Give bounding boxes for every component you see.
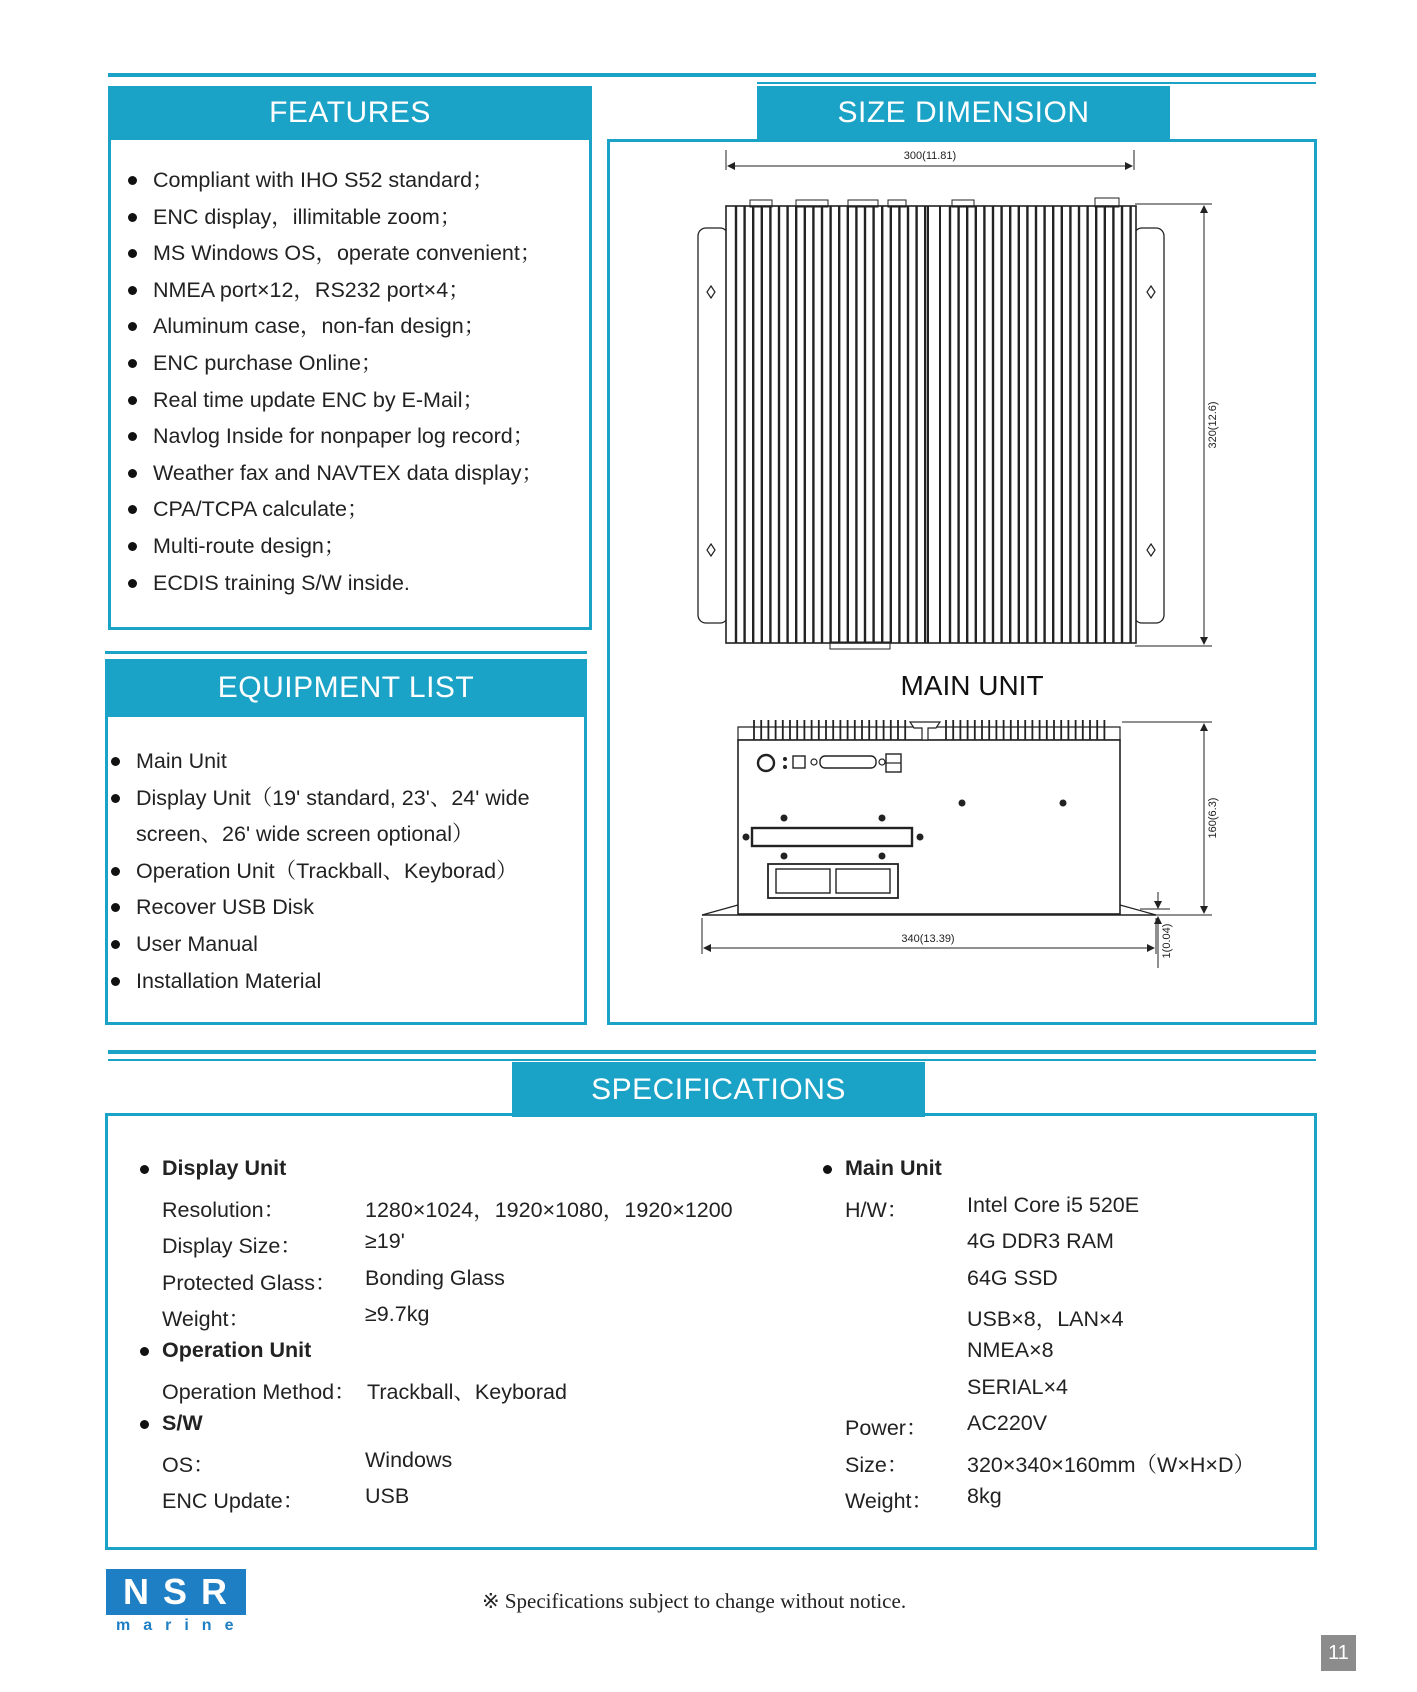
nsr-logo-bottom: marine xyxy=(116,1617,247,1634)
spec-hw-value: Intel Core i5 520E xyxy=(967,1193,1140,1217)
spec-enc-value: USB xyxy=(365,1484,410,1508)
spec-enc-label: ENC Update： xyxy=(162,1489,305,1513)
equipment-item: Main Unit xyxy=(136,743,556,780)
feature-item: Weather fax and NAVTEX data display； xyxy=(153,455,583,492)
equipment-rule xyxy=(105,651,587,654)
spec-method-value: Trackball、Keyborad xyxy=(367,1380,567,1404)
spec-main-weight-value: 8kg xyxy=(967,1484,1002,1508)
spec-main-heading: Main Unit xyxy=(845,1156,942,1180)
equipment-list xyxy=(136,743,556,999)
main-unit-drawing xyxy=(610,142,1314,1022)
equipment-item: Installation Material xyxy=(136,963,556,1000)
equipment-item: User Manual xyxy=(136,926,556,963)
feature-item: CPA/TCPA calculate； xyxy=(153,491,583,528)
feature-item: MS Windows OS，operate convenient； xyxy=(153,235,583,272)
feature-item: ENC purchase Online； xyxy=(153,345,583,382)
spec-hw-value: 64G SSD xyxy=(967,1266,1058,1290)
feature-item: Navlog Inside for nonpaper log record； xyxy=(153,418,583,455)
spec-size-value: ≥19' xyxy=(365,1229,405,1253)
page-number: 11 xyxy=(1321,1635,1356,1671)
footer-notice: ※ Specifications subject to change without notice. xyxy=(482,1589,907,1613)
top-rule-thin-right xyxy=(1170,82,1316,84)
spec-hw-value: USB×8，LAN×4 xyxy=(967,1307,1124,1331)
features-list xyxy=(153,162,583,601)
spec-glass-label: Protected Glass： xyxy=(162,1271,337,1295)
feature-item: Multi-route design； xyxy=(153,528,583,565)
size-dimension-title: SIZE DIMENSION xyxy=(757,86,1170,140)
equipment-item: Recover USB Disk xyxy=(136,889,556,926)
main-unit-label: MAIN UNIT xyxy=(900,670,1044,701)
spec-size-label: Display Size： xyxy=(162,1234,302,1258)
spec-hw-value: NMEA×8 xyxy=(967,1338,1054,1362)
spec-rule xyxy=(108,1050,1316,1054)
dim-front-height: 160(6.3) xyxy=(1207,797,1219,839)
spec-rule-thin xyxy=(108,1059,1316,1061)
spec-weight-value: ≥9.7kg xyxy=(365,1302,430,1326)
spec-sw-heading: S/W xyxy=(162,1411,203,1435)
spec-resolution-label: Resolution： xyxy=(162,1198,286,1222)
spec-os-label: OS： xyxy=(162,1453,215,1477)
dim-top-width: 300(11.81) xyxy=(903,150,957,162)
spec-main-size-label: Size： xyxy=(845,1453,909,1477)
spec-os-value: Windows xyxy=(365,1448,453,1472)
feature-item: NMEA port×12，RS232 port×4； xyxy=(153,272,583,309)
feature-item: Aluminum case，non-fan design； xyxy=(153,308,583,345)
equipment-item: Operation Unit（Trackball、Keyborad） xyxy=(136,853,556,890)
spec-operation-heading: Operation Unit xyxy=(162,1338,312,1362)
equipment-title: EQUIPMENT LIST xyxy=(105,659,587,717)
feature-item: ECDIS training S/W inside. xyxy=(153,565,583,602)
dim-front-width: 340(13.39) xyxy=(901,933,955,945)
dim-top-height: 320(12.6) xyxy=(1207,401,1219,449)
spec-resolution-value: 1280×1024，1920×1080，1920×1200 xyxy=(365,1198,733,1222)
nsr-logo-top: NSR xyxy=(106,1569,246,1615)
features-title: FEATURES xyxy=(108,86,592,140)
spec-hw-value: 4G DDR3 RAM xyxy=(967,1229,1114,1253)
spec-main-weight-label: Weight： xyxy=(845,1489,934,1513)
spec-display-heading: Display Unit xyxy=(162,1156,287,1180)
spec-weight-label: Weight： xyxy=(162,1307,251,1331)
spec-hw-value: SERIAL×4 xyxy=(967,1375,1068,1399)
feature-item: Real time update ENC by E-Mail； xyxy=(153,382,583,419)
spec-method-label: Operation Method： xyxy=(162,1380,356,1404)
spec-main-size-value: 320×340×160mm（W×H×D） xyxy=(967,1453,1256,1477)
spec-power-value: AC220V xyxy=(967,1411,1048,1435)
spec-glass-value: Bonding Glass xyxy=(365,1266,505,1290)
top-rule xyxy=(108,73,1316,77)
nsr-logo xyxy=(106,1569,246,1639)
dim-base: 1(0.04) xyxy=(1161,923,1173,959)
spec-title: SPECIFICATIONS xyxy=(512,1062,925,1117)
spec-power-label: Power： xyxy=(845,1416,928,1440)
equipment-item: Display Unit（19' standard, 23'、24' wide screen、26' wide screen optional） xyxy=(136,780,556,853)
feature-item: Compliant with IHO S52 standard； xyxy=(153,162,583,199)
spec-hw-label: H/W： xyxy=(845,1198,909,1222)
feature-item: ENC display，illimitable zoom； xyxy=(153,199,583,236)
